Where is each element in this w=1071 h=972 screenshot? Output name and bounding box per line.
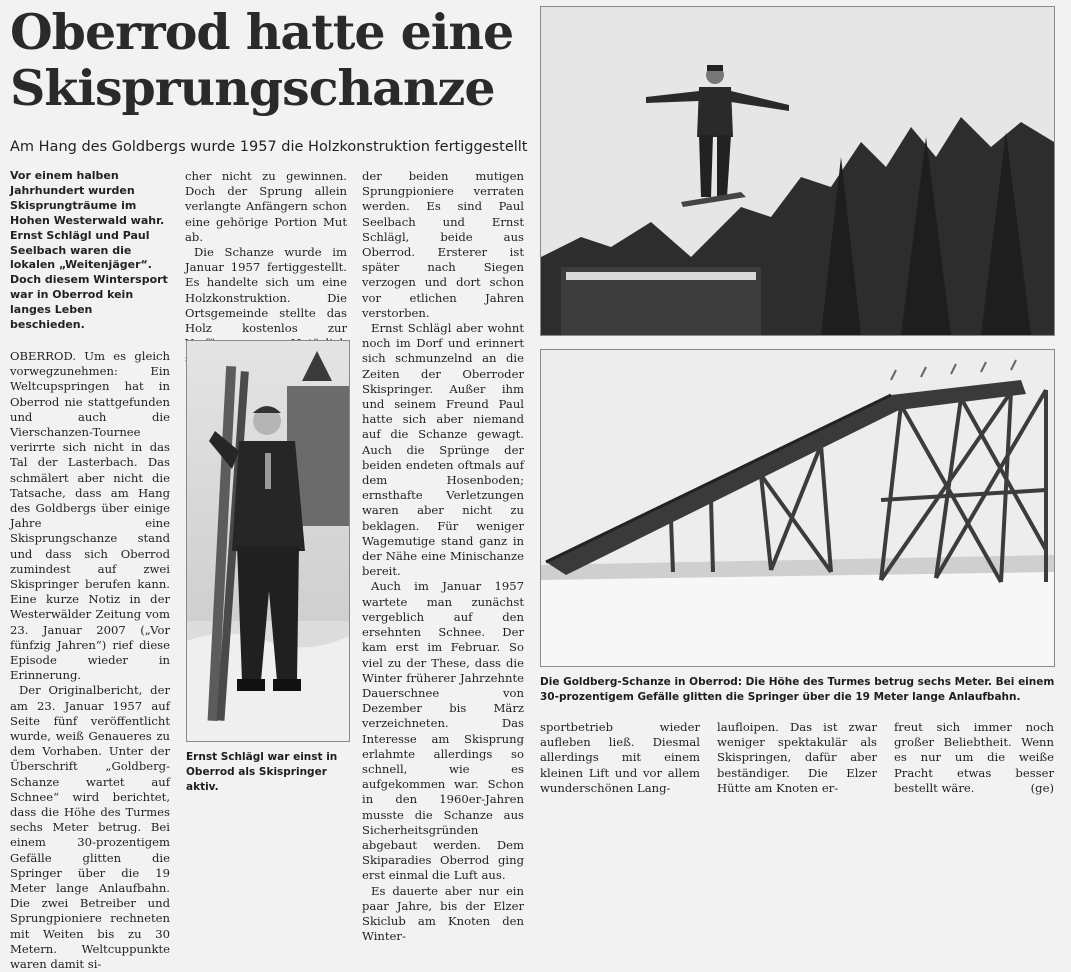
headline-line-2: Skisprungschanze <box>10 59 495 117</box>
ski-jump-in-flight-image <box>541 7 1054 335</box>
col3-paragraph-3: Auch im Januar 1957 wartete man zunächst vergeblich auf den ersehnten Schnee. Der kam erst im Februar. So viel zu der These, dass die Winter früherer Jahrzehnte Dauerschnee von Dezember bis März verzeichneten. Das Interesse am Skisprung erlahmte allerdings so schnell, wie es aufgekommen war. Schon in den 1960er-Jahren musste die Schanze aus Sicherheitsgründen abgebaut werden. Dem Skiparadies Oberrod ging erst einmal die Luft aus. <box>362 579 524 883</box>
column-5 <box>717 720 877 796</box>
column-3 <box>362 169 524 944</box>
lead-paragraph: Vor einem halben Jahrhundert wurden Skisprungträume im Hohen Westerwald wahr. Ernst Schlägl und Paul Seelbach waren die lokalen „Weitenjäger“. Doch diesem Wintersport war in Oberrod kein langes Leben beschieden. <box>10 169 168 332</box>
col3-paragraph-2: Ernst Schlägl aber wohnt noch im Dorf und erinnert sich schmunzelnd an die Zeiten der Oberroder Skispringer. Außer ihm und seinem Freund Paul hatte sich aber niemand auf die Schanze gewagt. Auch die Sprünge der beiden endeten oftmals auf dem Hosenboden; ernsthafte Verletzungen waren aber nicht zu beklagen. Für weniger Wagemutige stand ganz in der Nähe eine Minischanze bereit. <box>362 321 524 579</box>
col4-paragraph: sportbetrieb wieder aufleben ließ. Diesmal allerdings mit einem kleinen Lift und vor allem wunderschönen Lang- <box>540 720 700 795</box>
ski-jump-ramp-image <box>541 350 1054 666</box>
ski-jumper-portrait-image <box>187 341 349 741</box>
ramp-photo <box>540 349 1055 667</box>
col6-text: freut sich immer noch großer Beliebtheit. Wenn es nur um die weiße Pracht etwas besser bestellt wäre. <box>894 720 1054 795</box>
ramp-caption: Die Goldberg-Schanze in Oberrod: Die Höhe des Turmes betrug sechs Meter. Bei einem 30-prozentigem Gefälle glitten die Springer über die 19 Meter lange Anlaufbahn. <box>540 676 1055 703</box>
col5-paragraph: laufloipen. Das ist zwar weniger spektakulär als Skispringen, dafür aber beständiger. Die Elzer Hütte am Knoten er- <box>717 720 877 795</box>
column-2 <box>185 169 347 367</box>
subheadline: Am Hang des Goldbergs wurde 1957 die Holzkonstruktion fertiggestellt <box>10 139 528 155</box>
col2-paragraph-2: Die Schanze wurde im Januar 1957 fertiggestellt. Es handelte sich um eine Holzkonstruktion. Die Ortsgemeinde stellte das Holz kostenlos zur <box>185 245 347 336</box>
col3-paragraph-4: Es dauerte aber nur ein paar Jahre, bis der Elzer Skiclub am Knoten den Winter- <box>362 883 524 944</box>
col1-paragraph-1: OBERROD. Um es gleich vorwegzunehmen: Ein Weltcupspringen hat in Oberrod nie stattgefunden und auch die Vierschanzen-Tournee verirrte sich nicht in das Tal der Lasterbach. Das schmälert aber nicht die Tatsache, dass am Hang des Goldbergs über einige Jahre eine Skisprungschanze stand und dass sich Oberrod zumindest auf zwei Skispringer berufen kann. Eine kurze Notiz in der Westerwälder Zeitung vom 23. Januar 2007 („Vor fünfzig Jahren“) rief diese Episode wieder in Erinnerung. <box>10 348 170 683</box>
portrait-photo <box>186 340 350 742</box>
headline <box>10 4 530 116</box>
col3-paragraph-1: der beiden mutigen Sprungpioniere verraten werden. Es sind Paul Seelbach und Ernst Schlägl, beide aus Oberrod. Ersterer ist später nach Siegen verzogen und dort schon vor etlichen Jahren verstorben. <box>362 169 524 320</box>
col2-paragraph-1: cher nicht zu gewinnen. Doch der Sprung allein verlangte Anfängern schon eine gehörige Portion Mut ab. <box>185 169 347 244</box>
column-6 <box>894 720 1054 796</box>
headline-line-1: Oberrod hatte eine <box>10 3 514 61</box>
col6-paragraph <box>894 720 1054 796</box>
ski-jumper-photo <box>540 6 1055 336</box>
portrait-caption: Ernst Schlägl war einst in Oberrod als Skispringer aktiv. <box>186 751 338 793</box>
column-4 <box>540 720 700 796</box>
author-initials: (ge) <box>1030 780 1054 795</box>
col1-paragraph-2: Der Originalbericht, der am 23. Januar 1957 auf Seite fünf veröffentlicht wurde, weiß Genaueres zu dem Vorhaben. Unter der Überschrift „Goldberg-Schanze wartet auf Schnee“ wird berichtet, dass die Höhe des Turmes sechs Meter betrug. Bei einem 30-prozentigem Gefälle glitten die Springer über die 19 Meter lange Anlaufbahn. Die zwei Betreiber und Sprungpioniere rechneten mit Weiten bis zu 30 Metern. Weltcuppunkte waren damit si- <box>10 683 170 972</box>
column-1 <box>10 169 170 972</box>
